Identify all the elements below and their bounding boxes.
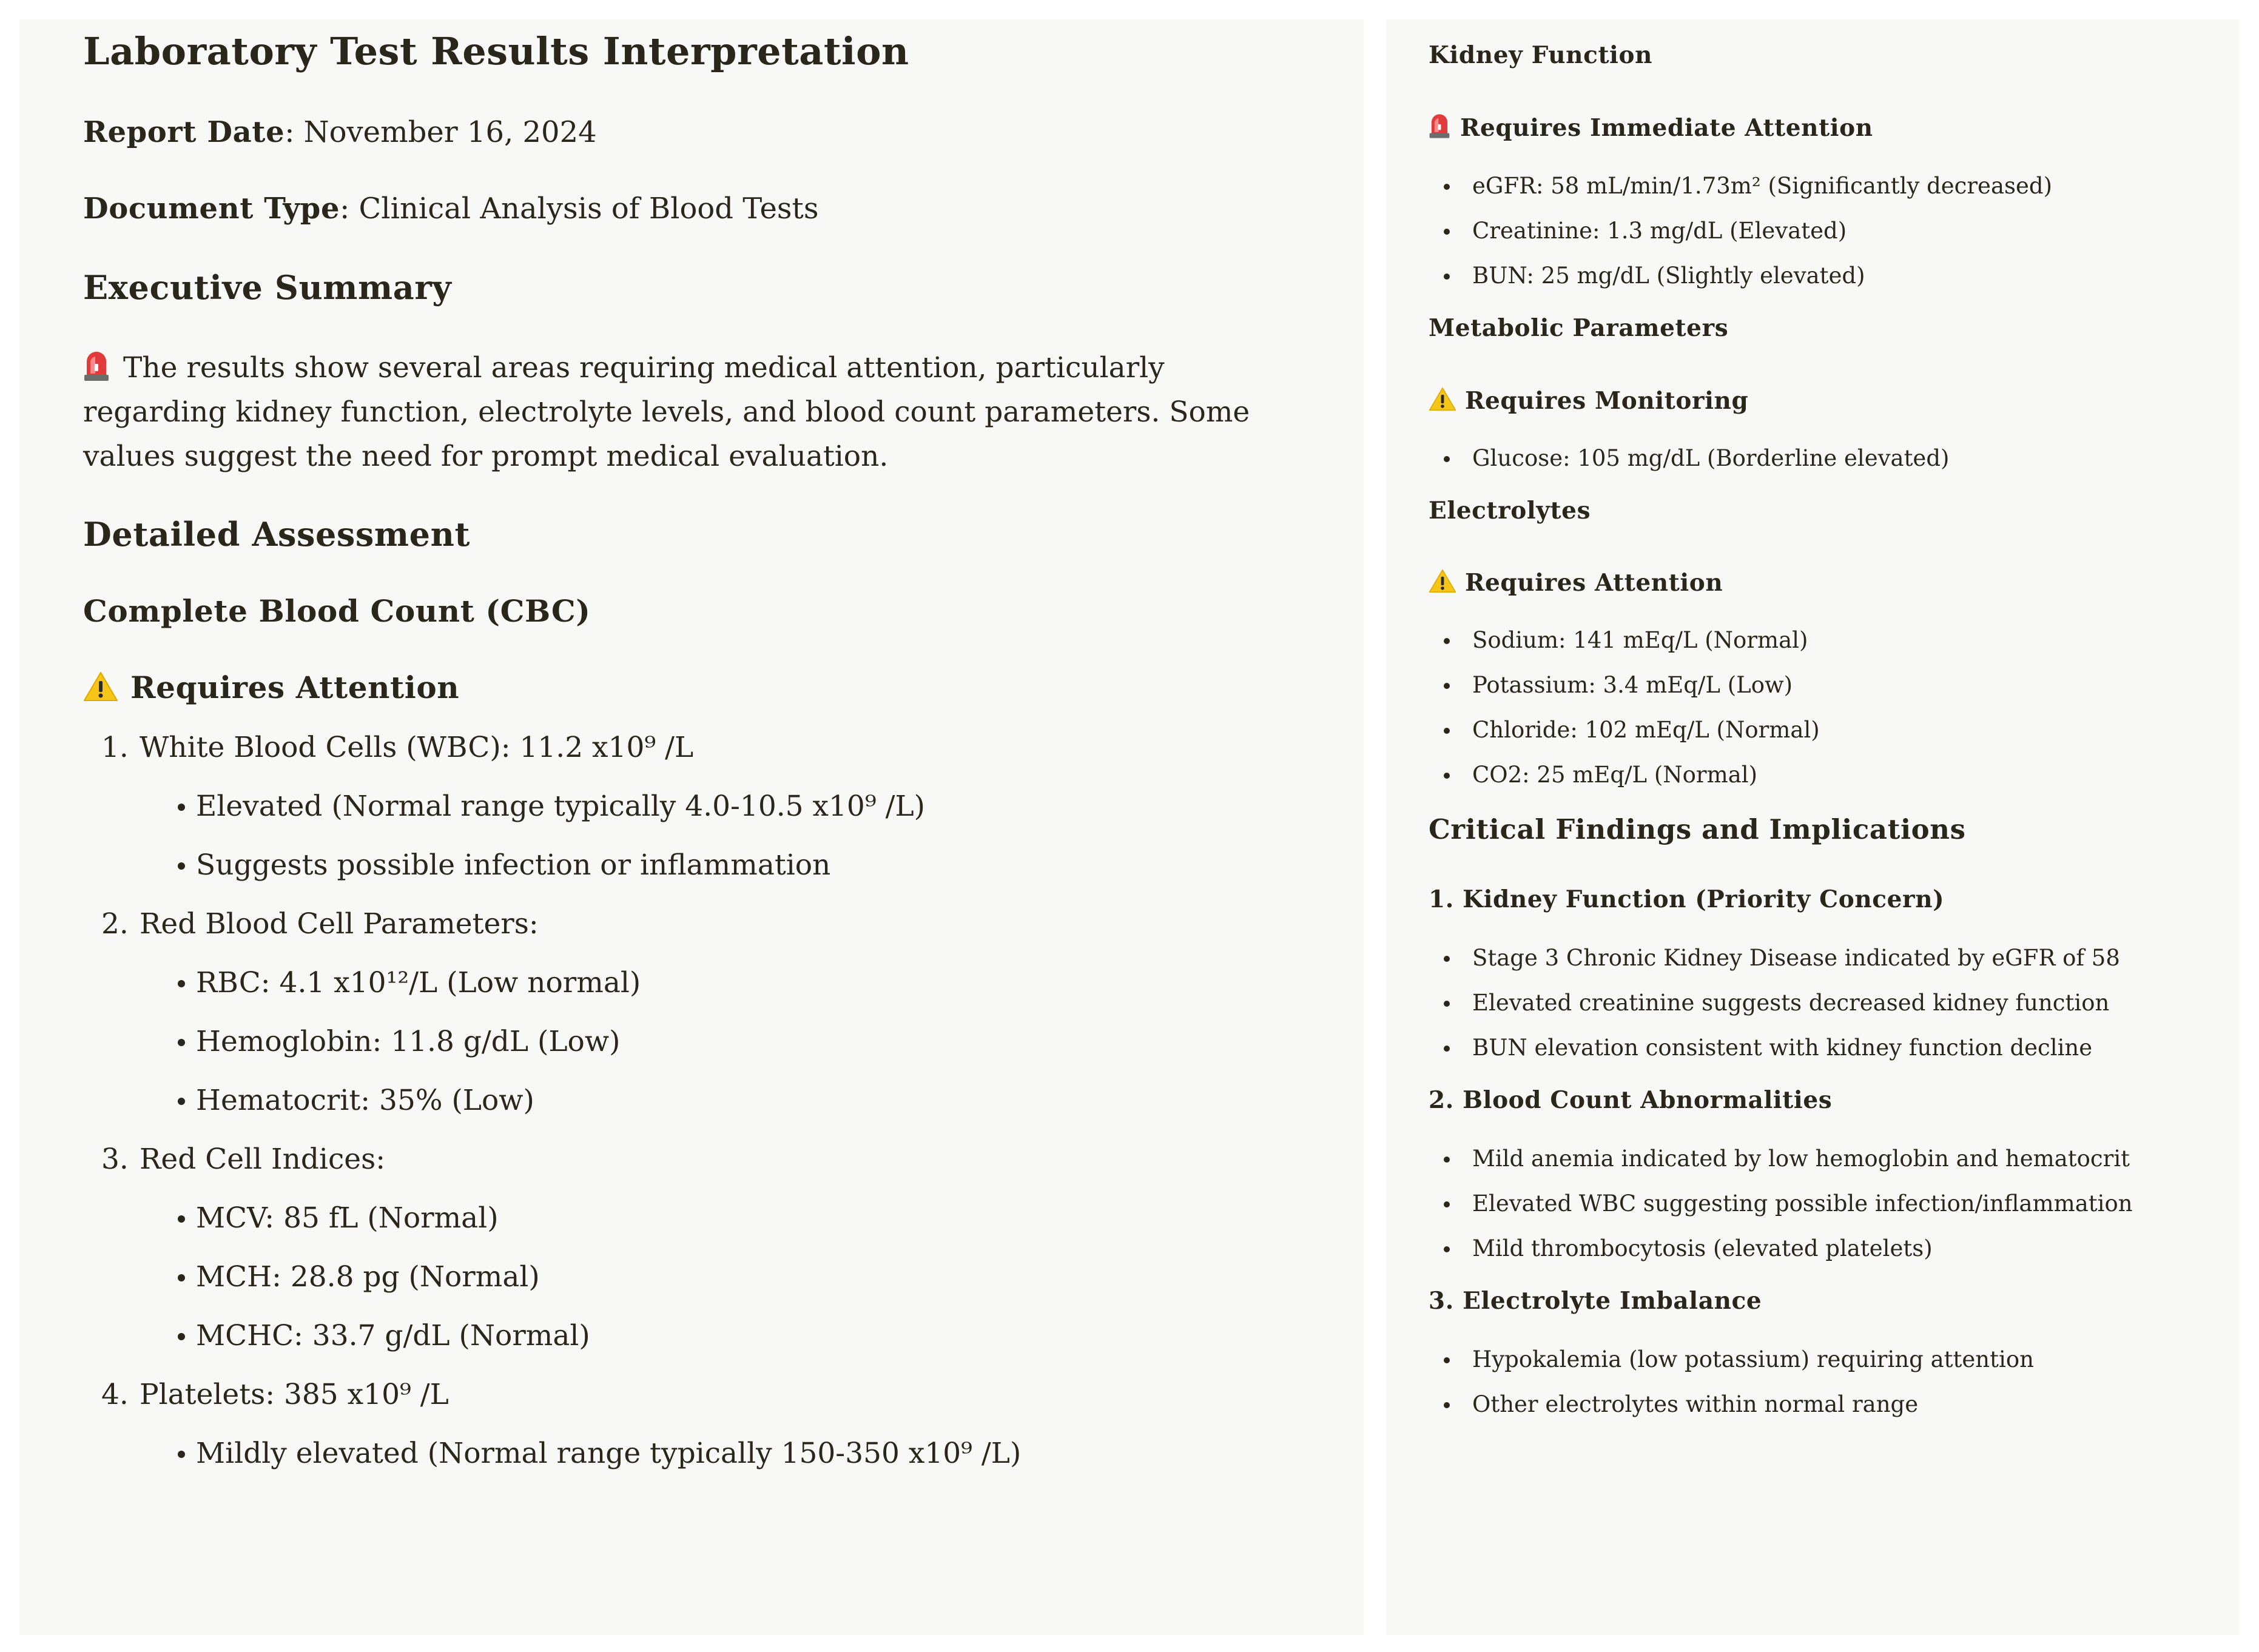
list-item: Sodium: 141 mEq/L (Normal) [1429, 618, 2240, 663]
warning-icon [1429, 386, 1456, 412]
sub-list-wrap [83, 1424, 1364, 1483]
cbc-status-label: Requires Attention [130, 670, 460, 706]
sub-list [83, 1424, 1364, 1483]
list-item [83, 718, 1364, 777]
list-item [83, 1365, 1364, 1424]
list-item: Mildly elevated (Normal range typically 150-350 x10⁹ /L) [83, 1424, 1364, 1483]
list-item: Creatinine: 1.3 mg/dL (Elevated) [1429, 209, 2240, 254]
list-item: Glucose: 105 mg/dL (Borderline elevated) [1429, 436, 2240, 481]
list-item: Stage 3 Chronic Kidney Disease indicated by eGFR of 58 [1429, 936, 2240, 981]
kidney-status [1429, 114, 2240, 143]
item-number: 4. [101, 1378, 129, 1412]
warning-icon [83, 671, 118, 702]
report-date-label: Report Date [83, 115, 285, 150]
sub-list-wrap [83, 777, 1364, 895]
critical-section-heading: 1. Kidney Function (Priority Concern) [1429, 885, 1945, 914]
list-item: MCH: 28.8 pg (Normal) [83, 1247, 1364, 1306]
detailed-assessment-heading: Detailed Assessment [83, 515, 471, 554]
item-number: 1. [101, 731, 129, 765]
electrolytes-status-label: Requires Attention [1465, 569, 1723, 597]
document-type [83, 192, 1364, 227]
kidney-list [1429, 164, 2240, 298]
critical-section-list [1429, 1137, 2240, 1271]
right-panel [1386, 19, 2240, 1635]
list-item: Hemoglobin: 11.8 g/dL (Low) [83, 1012, 1364, 1071]
electrolytes-status [1429, 569, 2240, 597]
cbc-list [83, 718, 1364, 1483]
electrolytes-list [1429, 618, 2240, 797]
list-item: Hypokalemia (low potassium) requiring attention [1429, 1337, 2240, 1382]
list-item: Mild anemia indicated by low hemoglobin and hematocrit [1429, 1137, 2240, 1181]
item-number: 3. [101, 1143, 129, 1177]
list-item [83, 1130, 1364, 1189]
critical-section-heading: 2. Blood Count Abnormalities [1429, 1086, 1833, 1115]
list-item: CO2: 25 mEq/L (Normal) [1429, 753, 2240, 797]
list-item: BUN: 25 mg/dL (Slightly elevated) [1429, 254, 2240, 298]
item-label: White Blood Cells (WBC): 11.2 x10⁹ /L [140, 731, 694, 765]
siren-icon [83, 351, 110, 382]
sub-list-wrap [83, 953, 1364, 1130]
list-item: Hematocrit: 35% (Low) [83, 1071, 1364, 1130]
list-item [83, 895, 1364, 953]
sub-list [83, 777, 1364, 895]
warning-icon [1429, 568, 1456, 594]
kidney-function-heading: Kidney Function [1429, 41, 1653, 69]
report-date [83, 115, 1364, 150]
sub-list-wrap [83, 1189, 1364, 1365]
critical-section-list [1429, 936, 2240, 1070]
list-item: RBC: 4.1 x10¹²/L (Low normal) [83, 953, 1364, 1012]
critical-section-heading: 3. Electrolyte Imbalance [1429, 1286, 1762, 1315]
left-panel [19, 19, 1364, 1635]
report-date-value: : November 16, 2024 [284, 115, 597, 150]
cbc-heading: Complete Blood Count (CBC) [83, 593, 591, 630]
list-item: MCHC: 33.7 g/dL (Normal) [83, 1306, 1364, 1365]
executive-summary-body: The results show several areas requiring medical attention, particularly regarding kidney function, electrolyte levels, and blood count parameters. Some values suggest the need for prompt medical evaluation. [83, 351, 1250, 474]
list-item: Chloride: 102 mEq/L (Normal) [1429, 708, 2240, 753]
siren-icon [1429, 113, 1450, 139]
document-type-label: Document Type [83, 191, 340, 226]
list-item: Suggests possible infection or inflammation [83, 836, 1364, 895]
item-label: Platelets: 385 x10⁹ /L [140, 1378, 449, 1412]
item-label: Red Blood Cell Parameters: [140, 907, 539, 941]
item-label: Red Cell Indices: [140, 1143, 386, 1177]
executive-summary-text [83, 346, 1296, 478]
metabolic-status [1429, 387, 2240, 415]
list-item: Potassium: 3.4 mEq/L (Low) [1429, 663, 2240, 708]
sub-list [83, 953, 1364, 1130]
item-number: 2. [101, 907, 129, 941]
list-item: Elevated WBC suggesting possible infection/inflammation [1429, 1181, 2240, 1226]
electrolytes-heading: Electrolytes [1429, 496, 1591, 525]
kidney-status-label: Requires Immediate Attention [1460, 113, 1873, 142]
list-item: Other electrolytes within normal range [1429, 1382, 2240, 1427]
executive-summary-heading: Executive Summary [83, 267, 452, 307]
list-item: eGFR: 58 mL/min/1.73m² (Significantly decreased) [1429, 164, 2240, 209]
cbc-status [83, 670, 1364, 706]
metabolic-list [1429, 436, 2240, 481]
list-item: MCV: 85 fL (Normal) [83, 1189, 1364, 1247]
document-type-value: : Clinical Analysis of Blood Tests [340, 191, 819, 226]
critical-findings-heading: Critical Findings and Implications [1429, 813, 1966, 846]
list-item: Elevated (Normal range typically 4.0-10.5 x10⁹ /L) [83, 777, 1364, 836]
list-item: BUN elevation consistent with kidney function decline [1429, 1026, 2240, 1070]
list-item: Mild thrombocytosis (elevated platelets) [1429, 1226, 2240, 1271]
metabolic-heading: Metabolic Parameters [1429, 314, 1729, 342]
metabolic-status-label: Requires Monitoring [1465, 386, 1749, 415]
list-item: Elevated creatinine suggests decreased kidney function [1429, 981, 2240, 1026]
critical-section-list [1429, 1337, 2240, 1427]
sub-list [83, 1189, 1364, 1365]
page-title: Laboratory Test Results Interpretation [83, 29, 909, 73]
